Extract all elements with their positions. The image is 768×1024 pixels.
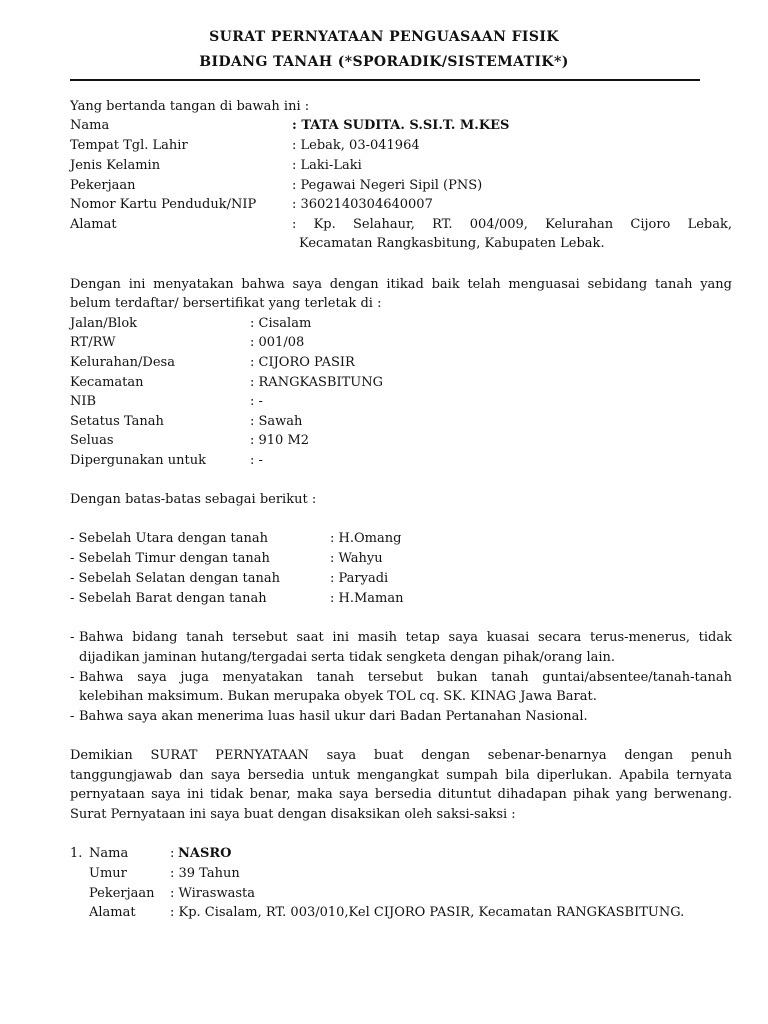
clause-1-dash: -: [70, 630, 75, 645]
person-address-label: Alamat: [70, 217, 117, 232]
border-east-value: : Wahyu: [330, 551, 383, 566]
witness-1-job-value: : Wiraswasta: [170, 886, 255, 901]
person-id-label: Nomor Kartu Penduduk/NIP: [70, 197, 257, 212]
witness-1-number: 1.: [70, 846, 83, 861]
witness-1-address-value: : Kp. Cisalam, RT. 003/010,Kel CIJORO PASIR, Kecamatan RANGKASBITUNG.: [170, 905, 685, 920]
land-nib-label: NIB: [70, 394, 97, 409]
border-west-label: - Sebelah Barat dengan tanah: [70, 591, 267, 606]
land-area-value: : 910 M2: [250, 433, 310, 448]
person-id-value: : 3602140304640007: [292, 197, 433, 212]
land-status-label: Setatus Tanah: [70, 414, 164, 429]
clause-1-line-2: dijadikan jaminan hutang/tergadai serta tidak sengketa dengan pihak/orang lain.: [79, 650, 616, 665]
clause-2-line-1: Bahwa saya juga menyatakan tanah tersebut bukan tanah guntai/absentee/tanah-tanah: [79, 670, 732, 685]
person-job-value: : Pegawai Negeri Sipil (PNS): [292, 178, 483, 193]
land-area-label: Seluas: [70, 433, 114, 448]
witness-1-name-colon: :: [170, 846, 175, 861]
clause-2-dash: -: [70, 670, 75, 685]
land-rtrw-value: : 001/08: [250, 335, 305, 350]
witness-1-job-label: Pekerjaan: [89, 886, 155, 901]
border-east-label: - Sebelah Timur dengan tanah: [70, 551, 270, 566]
closing-line-3: pernyataan saya ini tidak benar, maka saya bersedia dituntut dihadapan pihak yang berwenang.: [70, 787, 732, 802]
document-title-line-2: BIDANG TANAH (*SPORADIK/SISTEMATIK*): [199, 54, 569, 70]
person-gender-label: Jenis Kelamin: [70, 158, 161, 173]
witness-1-name-value: NASRO: [178, 846, 232, 861]
clause-3-line-1: Bahwa saya akan menerima luas hasil ukur dari Badan Pertanahan Nasional.: [79, 709, 588, 724]
person-name-value: : TATA SUDITA. S.SI.T. M.KES: [292, 118, 510, 133]
land-district-value: : RANGKASBITUNG: [250, 375, 384, 390]
clause-3-dash: -: [70, 709, 75, 724]
land-usage-value: : -: [250, 453, 263, 468]
clause-1-line-1: Bahwa bidang tanah tersebut saat ini masih tetap saya kuasai secara terus-menerus, tidak: [79, 630, 732, 645]
border-south-label: - Sebelah Selatan dengan tanah: [70, 571, 280, 586]
person-job-label: Pekerjaan: [70, 178, 136, 193]
person-address-value-line-1: : Kp. Selahaur, RT. 004/009, Kelurahan Cijoro Lebak,: [292, 217, 732, 232]
intro-text: Yang bertanda tangan di bawah ini :: [70, 99, 310, 114]
person-birth-value: : Lebak, 03-041964: [292, 138, 420, 153]
land-district-label: Kecamatan: [70, 375, 144, 390]
witness-1-age-label: Umur: [89, 866, 127, 881]
land-village-value: : CIJORO PASIR: [250, 355, 355, 370]
borders-intro: Dengan batas-batas sebagai berikut :: [70, 492, 317, 507]
land-nib-value: : -: [250, 394, 263, 409]
border-west-value: : H.Maman: [330, 591, 404, 606]
closing-line-2: tanggungjawab dan saya bersedia untuk mengangkat sumpah bila diperlukan. Apabila ternyata: [70, 768, 732, 783]
land-status-value: : Sawah: [250, 414, 303, 429]
land-street-value: : Cisalam: [250, 316, 312, 331]
land-rtrw-label: RT/RW: [70, 335, 116, 350]
witness-1-address-label: Alamat: [89, 905, 136, 920]
statement-line-2: belum terdaftar/ bersertifikat yang terletak di :: [70, 296, 382, 311]
witness-1-name-label: Nama: [89, 846, 129, 861]
land-street-label: Jalan/Blok: [70, 316, 138, 331]
closing-line-4: Surat Pernyataan ini saya buat dengan disaksikan oleh saksi-saksi :: [70, 807, 516, 822]
border-north-label: - Sebelah Utara dengan tanah: [70, 531, 269, 546]
border-north-value: : H.Omang: [330, 531, 402, 546]
person-address-value-line-2: Kecamatan Rangkasbitung, Kabupaten Lebak.: [299, 236, 605, 251]
title-underline: [70, 79, 700, 81]
statement-line-1: Dengan ini menyatakan bahwa saya dengan itikad baik telah menguasai sebidang tanah yang: [70, 277, 732, 292]
closing-line-1: Demikian SURAT PERNYATAAN saya buat dengan sebenar-benarnya dengan penuh: [70, 748, 732, 763]
person-birth-label: Tempat Tgl. Lahir: [70, 138, 188, 153]
witness-1-age-value: : 39 Tahun: [170, 866, 240, 881]
land-village-label: Kelurahan/Desa: [70, 355, 175, 370]
person-gender-value: : Laki-Laki: [292, 158, 362, 173]
land-usage-label: Dipergunakan untuk: [70, 453, 206, 468]
clause-2-line-2: kelebihan maksimum. Bukan merupaka obyek TOL cq. SK. KINAG Jawa Barat.: [79, 689, 597, 704]
border-south-value: : Paryadi: [330, 571, 389, 586]
person-name-label: Nama: [70, 118, 110, 133]
document-title-line-1: SURAT PERNYATAAN PENGUASAAN FISIK: [209, 29, 559, 45]
